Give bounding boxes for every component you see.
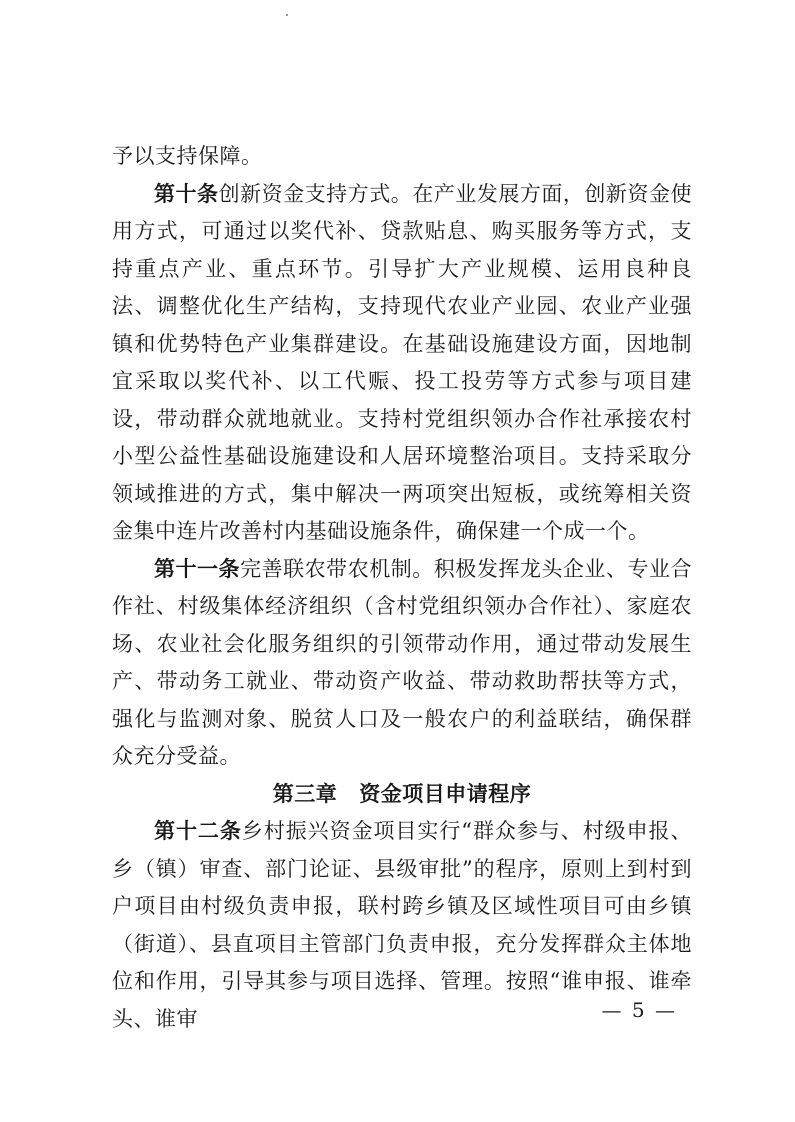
body-text: [112, 138, 692, 1038]
article-12-text: 乡村振兴资金项目实行“群众参与、村级申报、乡（镇）审查、部门论证、县级审批”的程序，原则上到村到户项目由村级负责申报，联村跨乡镇及区域性项目可由乡镇（街道）、县直项目主管部门负责申报，充分发挥群众主体地位和作用，引导其参与项目选择、管理。按照“谁申报、谁牵头、谁审: [112, 819, 693, 1031]
chapter-title: 资金项目申请程序: [359, 781, 532, 806]
article-10: [112, 176, 692, 551]
paragraph-continuation: [112, 138, 692, 176]
chapter-number: 第三章: [272, 781, 338, 806]
article-11: [112, 551, 692, 776]
article-12-label: 第十二条: [154, 819, 242, 843]
article-10-label: 第十条: [154, 181, 219, 206]
article-11-text: 完善联农带农机制。积极发挥龙头企业、专业合作社、村级集体经济组织（含村党组织领办合作社）、家庭农场、农业社会化服务组织的引领带动作用，通过带动发展生产、带动务工就业、带动资产收益、带动救助帮扶等方式，强化与监测对象、脱贫人口及一般农户的利益联结，确保群众充分受益。: [112, 556, 693, 768]
article-10-text: 创新资金支持方式。在产业发展方面，创新资金使用方式，可通过以奖代补、贷款贴息、购买服务等方式，支持重点产业、重点环节。引导扩大产业规模、运用良种良法、调整优化生产结构，支持现代农业产业园、农业产业强镇和优势特色产业集群建设。在基础设施建设方面，因地制宜采取以奖代补、以工代赈、投工投劳等方式参与项目建设，带动群众就地就业。支持村党组织领办合作社承接农村小型公益性基础设施建设和人居环境整治项目。支持采取分领域推进的方式，集中解决一两项突出短板，或统筹相关资金集中连片改善村内基础设施条件，确保建一个成一个。: [112, 181, 692, 543]
continuation-text: 予以支持保障。: [112, 144, 263, 168]
page-number: — 5 —: [601, 998, 677, 1022]
article-11-label: 第十一条: [154, 556, 241, 581]
scan-speck: [286, 14, 288, 16]
chapter-heading: [112, 776, 692, 814]
